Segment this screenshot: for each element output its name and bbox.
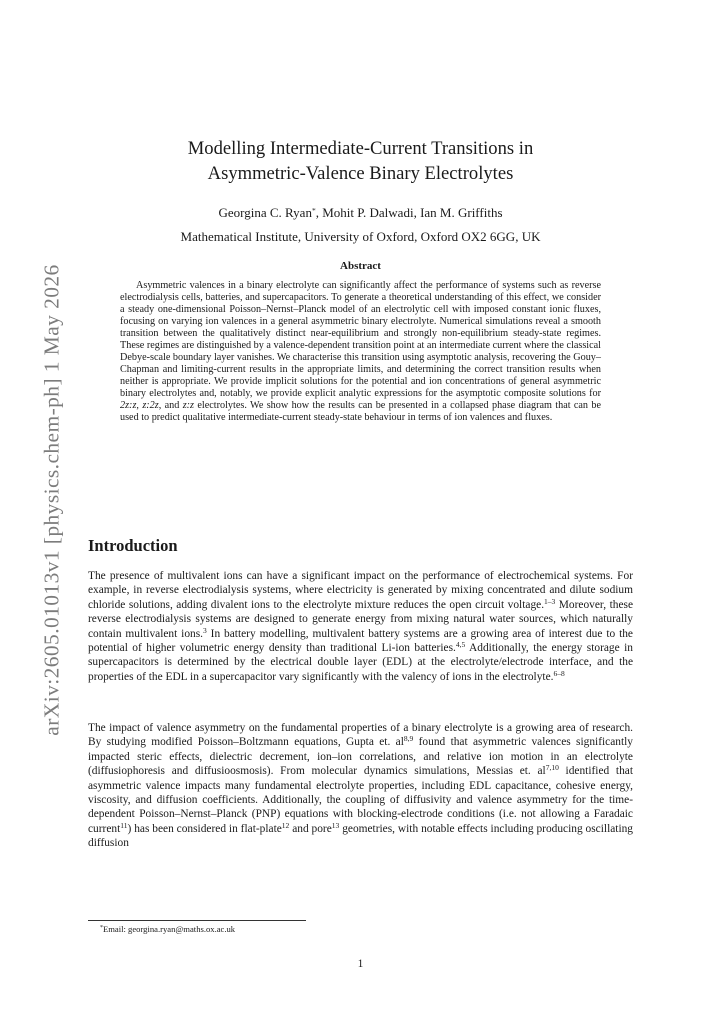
footnote-divider: [88, 920, 306, 921]
paragraph-text: and pore: [289, 822, 332, 835]
paragraph-text: Additionally, the energy storage in supercapacitors is determined by the electrical double layer (EDL) at the electrolyte/electrode interface, and the properties of the EDL in a supercapacitor vary significantly with the valency of ions in the electrolyte.: [88, 642, 633, 683]
citation: 11: [120, 820, 128, 830]
abstract-part: Asymmetric valences in a binary electrolyte can significantly affect the performance of systems such as reverse electrodialysis cells, batteries, and supercapacitors. To generate a theoretical understanding of this effect, we consider a steady one-dimensional Poisson–Nernst–Planck model of an electrolytic cell with imposed constant ionic fluxes, focusing on varying ion valences in a general asymmetric binary electrolyte. Numerical simulations reveal a smooth transition between the qualitatively distinct near-equilibrium and strongly non-equilibrium steady-state regimes. These regimes are distinguished by a valence-dependent transition point at an intermediate current where the classical Debye-scale boundary layer vanishes. We characterise this transition using asymptotic analysis, recovering the Gouy–Chapman and limiting-current results in the appropriate limits, and determining the correct transition results when neither is appropriate. We provide implicit solutions for the potential and ion concentrations of general asymmetric binary electrolytes and, notably, we provide explicit analytic expressions for the asymptotic composite solutions for: [120, 280, 601, 399]
affiliation: Mathematical Institute, University of Oxford, Oxford OX2 6GG, UK: [180, 229, 541, 244]
math-inline: z:z: [182, 400, 195, 411]
paragraph-text: Moreover, these reverse electrodialysis systems are designed to generate energy from mixing natural water sources, which naturally contain multivalent ions.: [88, 598, 633, 640]
paragraph-text: geometries, with notable effects including producing oscillating diffusion: [88, 822, 634, 850]
math-inline: 2z:z: [120, 400, 137, 411]
paragraph-text: In battery modelling, multivalent battery systems are a growing area of interest due to the potential of higher volumetric energy density than traditional Li-ion batteries.: [88, 627, 633, 655]
footnote-marker: *: [100, 925, 103, 931]
citation: 12: [281, 820, 290, 830]
arxiv-sidebar-identifier: arXiv:2605.01013v1 [physics.chem-ph] 1 May 2026: [39, 264, 64, 736]
author-name: Georgina C. Ryan: [218, 205, 312, 220]
section-heading: Introduction: [88, 536, 178, 555]
author-names-rest: , Mohit P. Dalwadi, Ian M. Griffiths: [315, 205, 503, 220]
page-number: 1: [357, 958, 364, 970]
citation: 6–8: [553, 668, 565, 678]
footnote-marker: *: [311, 206, 316, 215]
title-line-1: Modelling Intermediate-Current Transitions in: [187, 138, 534, 159]
citation: 4,5: [455, 640, 466, 650]
abstract-separator: ,: [136, 400, 143, 411]
math-inline: z:2z: [142, 400, 159, 411]
paragraph-text: ) has been considered in flat-plate: [127, 822, 282, 835]
paper-title: [88, 136, 633, 186]
body-paragraph: [88, 721, 633, 851]
paragraph-text: found that asymmetric valences significantly impacted steric effects, dielectric decrement, ion–ion correlations, and relative ion motion in an electrolyte (diffusiophoresis and diffusioosmosis). From molecular dynamics simulations, Messias et. al: [88, 736, 633, 778]
citation: 1–3: [544, 596, 556, 606]
body-paragraph: [88, 569, 633, 684]
footnote-email: Email: georgina.ryan@maths.ox.ac.uk: [103, 924, 236, 934]
paragraph-text: The presence of multivalent ions can have a significant impact on the performance of electrochemical systems. For example, in reverse electrodialysis systems, where electricity is generated by mixing concentrated and dilute sodium chloride solutions, adding divalent ions to the electrolyte mixture reduces the open circuit voltage.: [88, 570, 633, 611]
abstract-text: [120, 280, 601, 424]
abstract-part: electrolytes. We show how the results can be presented in a collapsed phase diagram that can be used to predict qualitative intermediate-current steady-state behaviour in terms of ion valences and fluxes.: [120, 400, 601, 423]
author-list: [88, 205, 633, 221]
footnote: [100, 924, 235, 934]
citation: 13: [331, 820, 340, 830]
title-line-2: Asymmetric-Valence Binary Electrolytes: [207, 163, 514, 184]
paragraph-text: The impact of valence asymmetry on the fundamental properties of a binary electrolyte is a growing area of research. By studying modified Poisson–Boltzmann equations, Gupta et. al: [88, 722, 633, 749]
citation: 8,9: [403, 734, 414, 744]
abstract-separator: , and: [158, 400, 183, 411]
citation: 7,10: [545, 763, 559, 773]
paragraph-text: identified that asymmetric valence impacts many fundamental electrolyte properties, including EDL capacitance, cohesive energy, viscosity, and diffusion coefficients. Additionally, the coupling of diffusivity and valence asymmetry for the time-dependent Poisson–Nernst–Planck (PNP) equations with blocking-electrode conditions (i.e. not allowing a Faradaic current: [88, 765, 633, 835]
citation: 3: [203, 625, 207, 635]
abstract-heading: Abstract: [340, 260, 381, 272]
